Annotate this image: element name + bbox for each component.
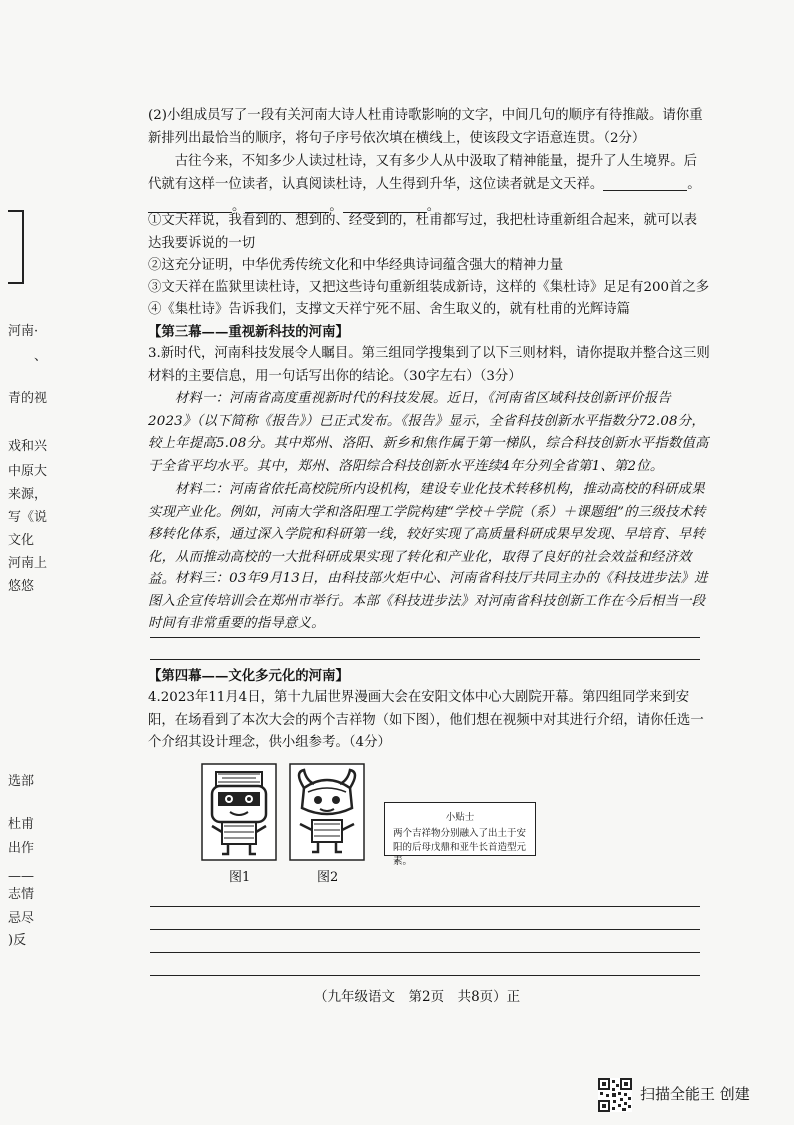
tip-body: 两个吉祥物分别融入了出土于安阳的后母戊鼎和亚牛长首造型元素。: [393, 828, 527, 867]
option-3: ③文天祥在监狱里读杜诗，又把这些诗句重新组装成新诗，这样的《集杜诗》足足有200首之多: [148, 280, 710, 295]
margin-fragment: 戏和兴: [8, 439, 48, 454]
margin-fragment: 悠悠: [8, 579, 35, 594]
margin-fragment: 志情: [8, 887, 35, 902]
scanner-watermark: 扫描全能王 创建: [640, 1085, 750, 1103]
margin-fragment: 写《说: [8, 510, 48, 525]
margin-fragment: 忌尽: [8, 911, 35, 926]
question-3-prompt: 3.新时代，河南科技发展令人瞩目。第三组同学搜集到了以下三则材料，请你提取并整合这三则材料的主要信息，用一句话写出你的结论。（30字左右）（3分）: [148, 346, 710, 384]
margin-fragment: ——: [8, 869, 34, 884]
margin-fragment: 河南·: [8, 324, 39, 339]
option-2: ②这充分证明，中华优秀传统文化和中华经典诗词蕴含强大的精神力量: [148, 258, 564, 273]
margin-fragment: 来源，: [8, 487, 48, 502]
question-2-prompt: (2)小组成员写了一段有关河南大诗人杜甫诗歌影响的文字，中间几句的顺序有待推敲。请你重新排列出最恰当的顺序，将句子序号依次填在横线上，使该段文字语意连贯。（2分）: [148, 108, 703, 146]
answer-line[interactable]: [150, 929, 700, 930]
margin-fragment: 、: [34, 349, 48, 364]
margin-fragment: 选部: [8, 774, 35, 789]
answer-line[interactable]: [150, 906, 700, 907]
answer-line[interactable]: [150, 659, 700, 660]
option-4: ④《集杜诗》告诉我们，支撑文天祥宁死不屈、舍生取义的，就有杜甫的光辉诗篇: [148, 302, 631, 317]
question-4-prompt: 4.2023年11月4日，第十九届世界漫画大会在安阳文体中心大剧院开幕。第四组同学来到安阳，在场看到了本次大会的两个吉祥物（如下图），他们想在视频中对其进行介绍，请你任选一个介绍其设计理念，供小组参考。（4分）: [148, 690, 704, 750]
tip-title: 小贴士: [445, 812, 475, 823]
margin-fragment: 河南上: [8, 556, 48, 571]
mascot-2-image: [288, 762, 366, 862]
figure-2-caption: 图2: [317, 870, 339, 885]
margin-fragment: 青的视: [8, 391, 48, 406]
question-2-passage-text: 古往今来，不知多少人读过杜诗，又有多少人从中汲取了精神能量，提升了人生境界。后代就有这样一位读者，认真阅读杜诗，人生得到升华，这位读者就是文天祥。: [148, 154, 698, 192]
tip-box: [384, 802, 536, 867]
passage-end: 。: [426, 199, 441, 214]
mascot-1-image: [200, 762, 278, 862]
margin-fragment: 中原大: [8, 464, 48, 479]
margin-fragment: 杜甫: [8, 817, 35, 832]
page-footer: （九年级语文 第2页 共8页）正: [314, 989, 521, 1005]
margin-bracket: [8, 210, 24, 284]
material-2: 材料二：河南省依托高校院所内设机构，建设专业化技术转移机构，推动高校的科研成果实现产业化。例如，河南大学和洛阳理工学院构建“学校＋学院（系）＋课题组”的三级技术转移转化体系，通过深入学院和科研第一线，较好实现了高质量科研成果早发现、早培育、早转化，从而推动高校的一大批科研成果实现了转化和产业化，取得了良好的社会效益和经济效益。: [148, 482, 706, 587]
answer-line[interactable]: [150, 975, 700, 976]
margin-fragment: )反: [8, 933, 27, 948]
margin-fragment: 文化: [8, 533, 35, 548]
answer-line[interactable]: [150, 637, 700, 638]
material-3: 材料三：03年9月13日，由科技部火炬中心、河南省科技厅共同主办的《科技进步法》进图入企宣传培训会在郑州市举行。本部《科技进步法》对河南省科技创新工作在今后相当一段时间有非常重要的指导意义。: [148, 571, 708, 631]
margin-fragment: 出作: [8, 841, 35, 856]
answer-blank-1[interactable]: [603, 178, 687, 191]
act-4-header: 【第四幕——文化多元化的河南】: [148, 668, 349, 684]
act-3-header: 【第三幕——重视新科技的河南】: [148, 324, 349, 340]
material-1: 材料一：河南省高度重视新时代的科技发展。近日，《河南省区域科技创新评价报告2023》（以下简称《报告》）已正式发布。《报告》显示，全省科技创新水平指数分72.08分，较上年提高5.08分。其中郑州、洛阳、新乡和焦作属于第一梯队，综合科技创新水平指数值高于全省平均水平。其中，郑州、洛阳综合科技创新水平连续4年分列全省第1、第2位。: [148, 391, 709, 474]
question-2-passage: 古往今来，不知多少人读过杜诗，又有多少人从中汲取了精神能量，提升了人生境界。后代就有这样一位读者，认真阅读杜诗，人生得到升华，这位读者就是文天祥。 。。 。 。: [148, 154, 701, 214]
figure-1-caption: 图1: [229, 870, 251, 885]
option-1: ①文天祥说，我看到的、想到的、经受到的，杜甫都写过，我把杜诗重新组合起来，就可以表达我要诉说的一切: [148, 213, 698, 251]
answer-line[interactable]: [150, 952, 700, 953]
qr-code-icon: [598, 1078, 632, 1112]
